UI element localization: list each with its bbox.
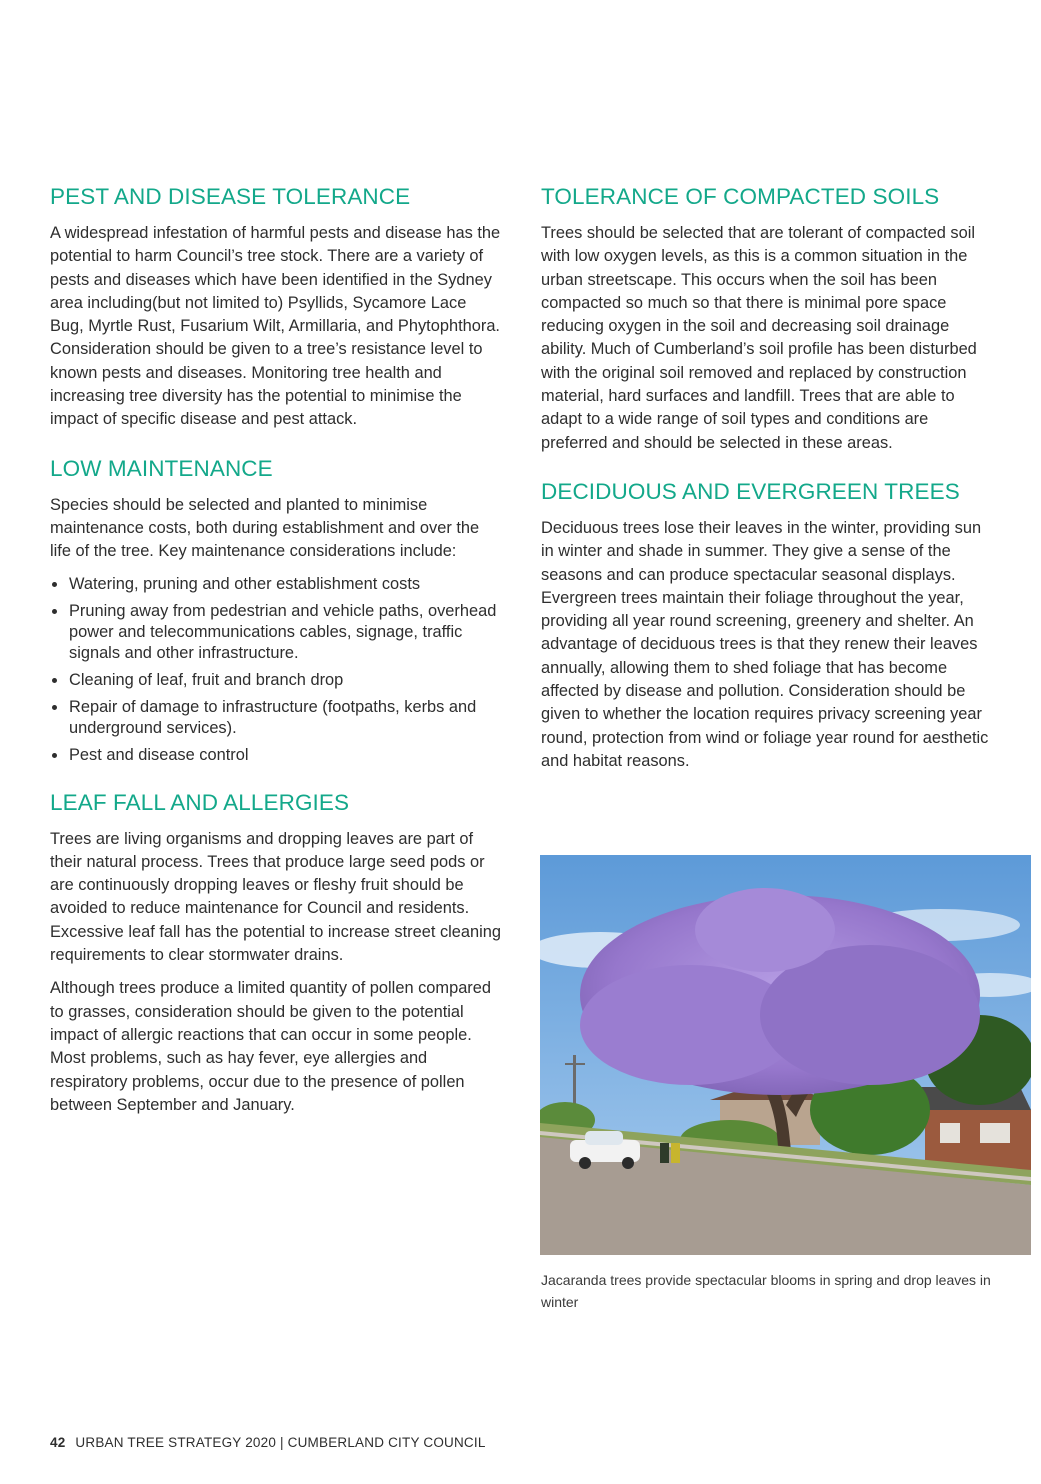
section-heading: LEAF FALL AND ALLERGIES [50, 789, 350, 815]
section-heading: TOLERANCE OF COMPACTED SOILS [541, 184, 940, 209]
low-maintenance-section [50, 454, 502, 766]
section-heading: DECIDUOUS AND EVERGREEN TREES [541, 478, 960, 504]
list-item: Cleaning of leaf, fruit and branch drop [50, 670, 502, 691]
list-item: Repair of damage to infrastructure (footpaths, kerbs and underground services). [50, 697, 502, 739]
right-column [541, 182, 993, 795]
leaf-fall-section [50, 788, 502, 1118]
maintenance-list [50, 574, 502, 766]
list-item: Pest and disease control [50, 745, 502, 766]
left-column [50, 182, 502, 1139]
pest-disease-section [50, 182, 502, 432]
deciduous-evergreen-section [541, 477, 993, 773]
section-body: Deciduous trees lose their leaves in the winter, providing sun in winter and shade in summer. They give a sense of the seasons and can produce spectacular seasonal displays. Evergreen trees maintain their foliage throughout the year, providing all year round screening, greenery and shelter. An advantage of deciduous trees is that they renew their leaves annually, allowing them to shed foliage that has become affected by disease and pollution. Consideration should be given to whether the location requires privacy screening year round, protection from wind or foliage year round for aesthetic and habitat reasons. [541, 518, 989, 770]
page-number: 42 [50, 1435, 66, 1450]
photo-caption: Jacaranda trees provide spectacular blooms in spring and drop leaves in winter [541, 1272, 991, 1310]
section-body: Species should be selected and planted to minimise maintenance costs, both during establishment and over the life of the tree. Key maintenance considerations include: [50, 495, 480, 561]
list-item: Watering, pruning and other establishment costs [50, 574, 502, 595]
jacaranda-photo [540, 855, 1031, 1255]
section-body: Although trees produce a limited quantity of pollen compared to grasses, consideration should be given to the potential impact of allergic reactions that can occur in some people. Most problems, such as hay fever, eye allergies and respiratory problems, occur due to the presence of pollen between September and January. [50, 979, 491, 1114]
section-heading: LOW MAINTENANCE [50, 455, 273, 481]
section-body: Trees are living organisms and dropping leaves are part of their natural process. Trees that produce large seed pods or are continuously dropping leaves or fleshy fruit should be avoided to reduce maintenance for Council and residents. Excessive leaf fall has the potential to increase street cleaning requirements to clear stormwater drains. [50, 829, 501, 965]
document-title: URBAN TREE STRATEGY 2020 | CUMBERLAND CITY COUNCIL [75, 1435, 486, 1450]
compacted-soils-section [541, 182, 993, 455]
section-body: Trees should be selected that are tolerant of compacted soil with low oxygen levels, as this is a common situation in the urban streetscape. This occurs when the soil has been compacted so much so that there is minimal pore space reducing oxygen in the soil and decreasing soil drainage ability. Much of Cumberland’s soil profile has been disturbed with the original soil removed and replaced by construction material, hard surfaces and landfill. Trees that are able to adapt to a wide range of soil types and conditions are preferred and should be selected in these areas. [541, 224, 977, 452]
section-body: A widespread infestation of harmful pests and disease has the potential to harm Council’s tree stock. There are a variety of pests and diseases which have been identified in the Sydney area including(but not limited to) Psyllids, Sycamore Lace Bug, Myrtle Rust, Fusarium Wilt, Armillaria, and Phytophthora. Consideration should be given to a tree’s resistance level to known pests and diseases. Monitoring tree health and increasing tree diversity has the potential to minimise the impact of specific disease and pest attack. [50, 224, 501, 429]
list-item: Pruning away from pedestrian and vehicle paths, overhead power and telecommunications cables, signage, traffic signals and other infrastructure. [50, 601, 502, 664]
page-footer [50, 1435, 486, 1450]
section-heading: PEST AND DISEASE TOLERANCE [50, 184, 411, 209]
